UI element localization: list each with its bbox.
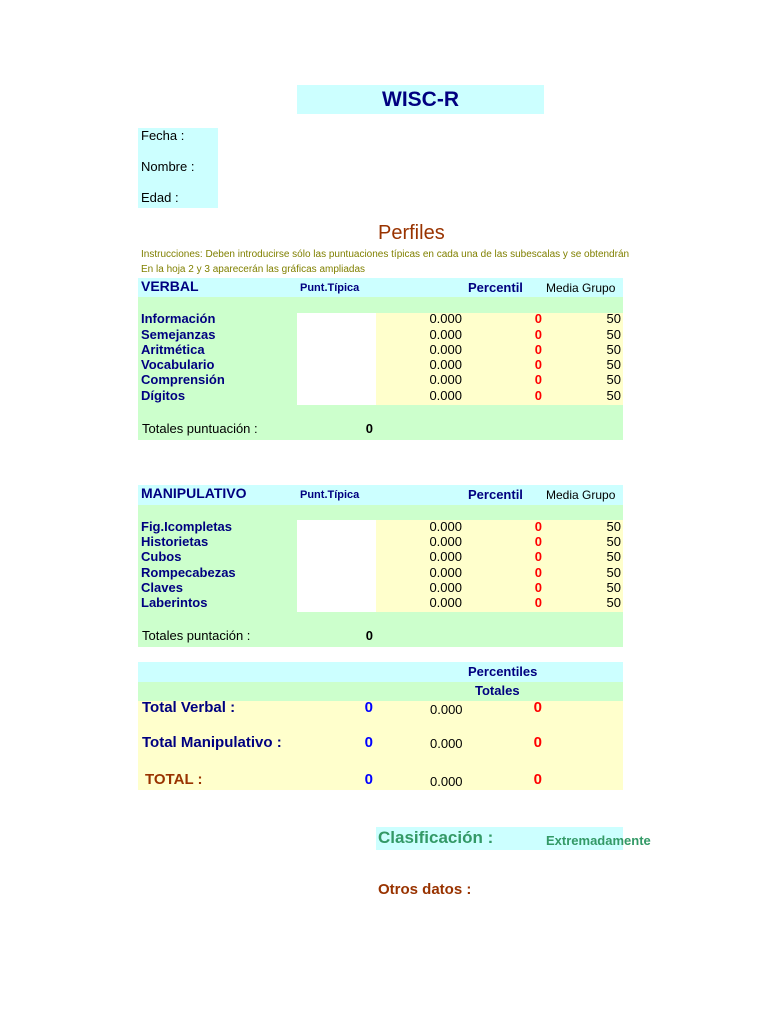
verbal-total-value: 0 — [365, 421, 373, 436]
subtest-name: Vocabulario — [141, 357, 215, 372]
manipulativo-col-punt: Punt.Típica — [300, 489, 360, 501]
subtest-media: 50 — [606, 519, 621, 534]
subtest-value: 0.000 — [429, 519, 462, 534]
subtest-value: 0.000 — [429, 549, 462, 564]
verbal-col-percentil: Percentil — [468, 280, 523, 295]
subtest-name: Información — [141, 311, 216, 326]
nombre-label: Nombre : — [141, 159, 195, 174]
subtest-media: 50 — [606, 549, 621, 564]
subtest-name: Dígitos — [141, 388, 186, 403]
subtest-percentil: 0 — [534, 327, 542, 342]
otros-datos-label: Otros datos : — [378, 881, 472, 898]
subtest-name: Laberintos — [141, 595, 208, 610]
subtest-media: 50 — [606, 595, 621, 610]
manipulativo-input-area[interactable] — [297, 520, 376, 612]
perfiles-title: Perfiles — [378, 222, 445, 244]
total-row-sum: 0 — [364, 771, 373, 788]
total-row-value: 0.000 — [430, 702, 463, 717]
subtest-media: 50 — [606, 580, 621, 595]
total-row-percentil: 0 — [533, 734, 542, 751]
subtest-name: Cubos — [141, 549, 182, 564]
subtest-value: 0.000 — [429, 595, 462, 610]
subtest-media: 50 — [606, 372, 621, 387]
subtest-percentil: 0 — [534, 565, 542, 580]
total-row-label: Total Manipulativo : — [142, 734, 282, 751]
totales-label: Totales — [475, 683, 520, 698]
subtest-value: 0.000 — [429, 372, 462, 387]
subtest-name: Comprensión — [141, 372, 225, 387]
manipulativo-title: MANIPULATIVO — [141, 485, 247, 501]
total-row-percentil: 0 — [533, 699, 542, 716]
verbal-col-media: Media Grupo — [546, 281, 616, 295]
subtest-percentil: 0 — [534, 534, 542, 549]
subtest-name: Rompecabezas — [141, 565, 236, 580]
total-row-label: TOTAL : — [145, 771, 203, 788]
total-row-value: 0.000 — [430, 736, 463, 751]
subtest-percentil: 0 — [534, 357, 542, 372]
subtest-media: 50 — [606, 565, 621, 580]
subtest-name: Aritmética — [141, 342, 205, 357]
subtest-value: 0.000 — [429, 534, 462, 549]
total-row-label: Total Verbal : — [142, 699, 236, 716]
subtest-media: 50 — [606, 388, 621, 403]
clasificacion-label: Clasificación : — [378, 828, 494, 847]
total-row-sum: 0 — [364, 734, 373, 751]
subtest-value: 0.000 — [429, 311, 462, 326]
subtest-media: 50 — [606, 311, 621, 326]
total-row-value: 0.000 — [430, 774, 463, 789]
subtest-percentil: 0 — [534, 311, 542, 326]
percentiles-label: Percentiles — [468, 664, 538, 679]
manipulativo-col-media: Media Grupo — [546, 488, 616, 502]
subtest-percentil: 0 — [534, 549, 542, 564]
subtest-name: Semejanzas — [141, 327, 216, 342]
subtest-name: Historietas — [141, 534, 209, 549]
verbal-title: VERBAL — [141, 278, 199, 294]
subtest-percentil: 0 — [534, 388, 542, 403]
verbal-col-punt: Punt.Típica — [300, 282, 360, 294]
fecha-label: Fecha : — [141, 128, 185, 143]
subtest-percentil: 0 — [534, 580, 542, 595]
page-title: WISC-R — [297, 85, 544, 114]
subtest-percentil: 0 — [534, 595, 542, 610]
subtest-media: 50 — [606, 534, 621, 549]
subtest-media: 50 — [606, 357, 621, 372]
subtest-value: 0.000 — [429, 580, 462, 595]
subtest-name: Claves — [141, 580, 183, 595]
total-row-sum: 0 — [364, 699, 373, 716]
totals-section — [138, 662, 623, 790]
subtest-value: 0.000 — [429, 565, 462, 580]
subtest-value: 0.000 — [429, 357, 462, 372]
manipulativo-section — [138, 485, 623, 647]
subtest-value: 0.000 — [429, 327, 462, 342]
clasificacion-value: Extremadamente — [546, 833, 651, 848]
verbal-input-area[interactable] — [297, 313, 376, 405]
instructions-line-2: En la hoja 2 y 3 aparecerán las gráficas ampliadas — [141, 264, 366, 275]
manipulativo-total-value: 0 — [365, 628, 373, 643]
total-row-percentil: 0 — [533, 771, 542, 788]
subtest-media: 50 — [606, 342, 621, 357]
subtest-percentil: 0 — [534, 372, 542, 387]
subtest-percentil: 0 — [534, 519, 542, 534]
subtest-percentil: 0 — [534, 342, 542, 357]
manipulativo-total-label: Totales puntación : — [142, 628, 251, 643]
manipulativo-col-percentil: Percentil — [468, 487, 523, 502]
subtest-media: 50 — [606, 327, 621, 342]
verbal-total-label: Totales puntuación : — [142, 421, 258, 436]
edad-label: Edad : — [141, 190, 179, 205]
instructions-line-1: Instrucciones: Deben introducirse sólo las puntuaciones típicas en cada una de las subescalas y se obtendrán — [141, 249, 630, 260]
subtest-value: 0.000 — [429, 342, 462, 357]
subtest-value: 0.000 — [429, 388, 462, 403]
verbal-section — [138, 278, 623, 440]
subtest-name: Fig.Icompletas — [141, 519, 233, 534]
